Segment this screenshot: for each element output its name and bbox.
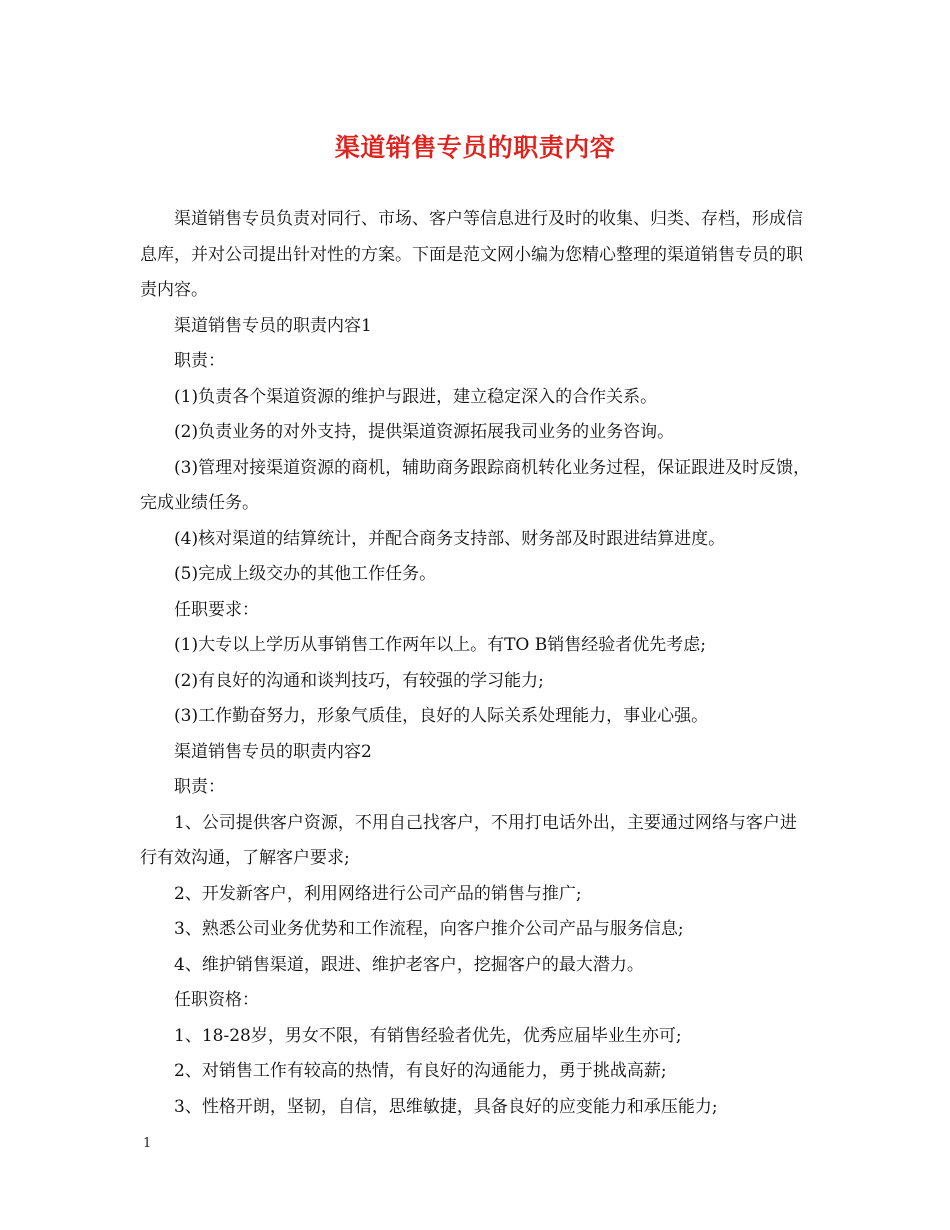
section-heading: 渠道销售专员的职责内容2 [174, 741, 372, 762]
list-item: 4、维护销售渠道，跟进、维护老客户，挖掘客户的最大潜力。 [174, 954, 644, 975]
subsection-heading: 职责： [174, 351, 225, 371]
page-title: 渠道销售专员的职责内容 [334, 133, 616, 162]
list-item: (3)管理对接渠道资源的商机，辅助商务跟踪商机转化业务过程，保证跟进及时反馈，完成业绩任务。 [140, 457, 811, 513]
list-item: (1)大专以上学历从事销售工作两年以上。有TO B销售经验者优先考虑; [174, 635, 706, 655]
intro-paragraph: 渠道销售专员负责对同行、市场、客户等信息进行及时的收集、归类、存档，形成信息库，并对公司提出针对性的方案。下面是范文网小编为您精心整理的渠道销售专员的职责内容。 [140, 209, 803, 300]
list-item: 2、开发新客户，利用网络进行公司产品的销售与推广; [174, 883, 582, 904]
list-item: 2、对销售工作有较高的热情，有良好的沟通能力，勇于挑战高薪; [174, 1061, 667, 1081]
page-number: 1 [143, 1136, 152, 1151]
list-item: 3、性格开朗，坚韧，自信，思维敏捷，具备良好的应变能力和承压能力; [174, 1096, 718, 1117]
section-heading: 渠道销售专员的职责内容1 [174, 315, 372, 336]
list-item: (1)负责各个渠道资源的维护与跟进，建立稳定深入的合作关系。 [174, 386, 658, 407]
list-item: (3)工作勤奋努力，形象气质佳，良好的人际关系处理能力，事业心强。 [174, 706, 709, 726]
list-item: (2)有良好的沟通和谈判技巧，有较强的学习能力; [174, 670, 544, 691]
subsection-heading: 职责： [174, 777, 225, 797]
document-body [140, 202, 812, 1125]
list-item: (5)完成上级交办的其他工作任务。 [174, 564, 437, 584]
list-item: 1、18-28岁，男女不限，有销售经验者优先，优秀应届毕业生亦可; [174, 1025, 682, 1046]
subsection-heading: 任职要求： [174, 599, 259, 620]
list-item: 3、熟悉公司业务优势和工作流程，向客户推介公司产品与服务信息; [174, 919, 684, 939]
subsection-heading: 任职资格： [174, 990, 259, 1010]
list-item: (4)核对渠道的结算统计，并配合商务支持部、财务部及时跟进结算进度。 [174, 528, 726, 549]
list-item: (2)负责业务的对外支持，提供渠道资源拓展我司业务的业务咨询。 [174, 422, 675, 442]
list-item: 1、公司提供客户资源，不用自己找客户，不用打电话外出，主要通过网络与客户进行有效沟通，了解客户要求; [140, 812, 797, 868]
